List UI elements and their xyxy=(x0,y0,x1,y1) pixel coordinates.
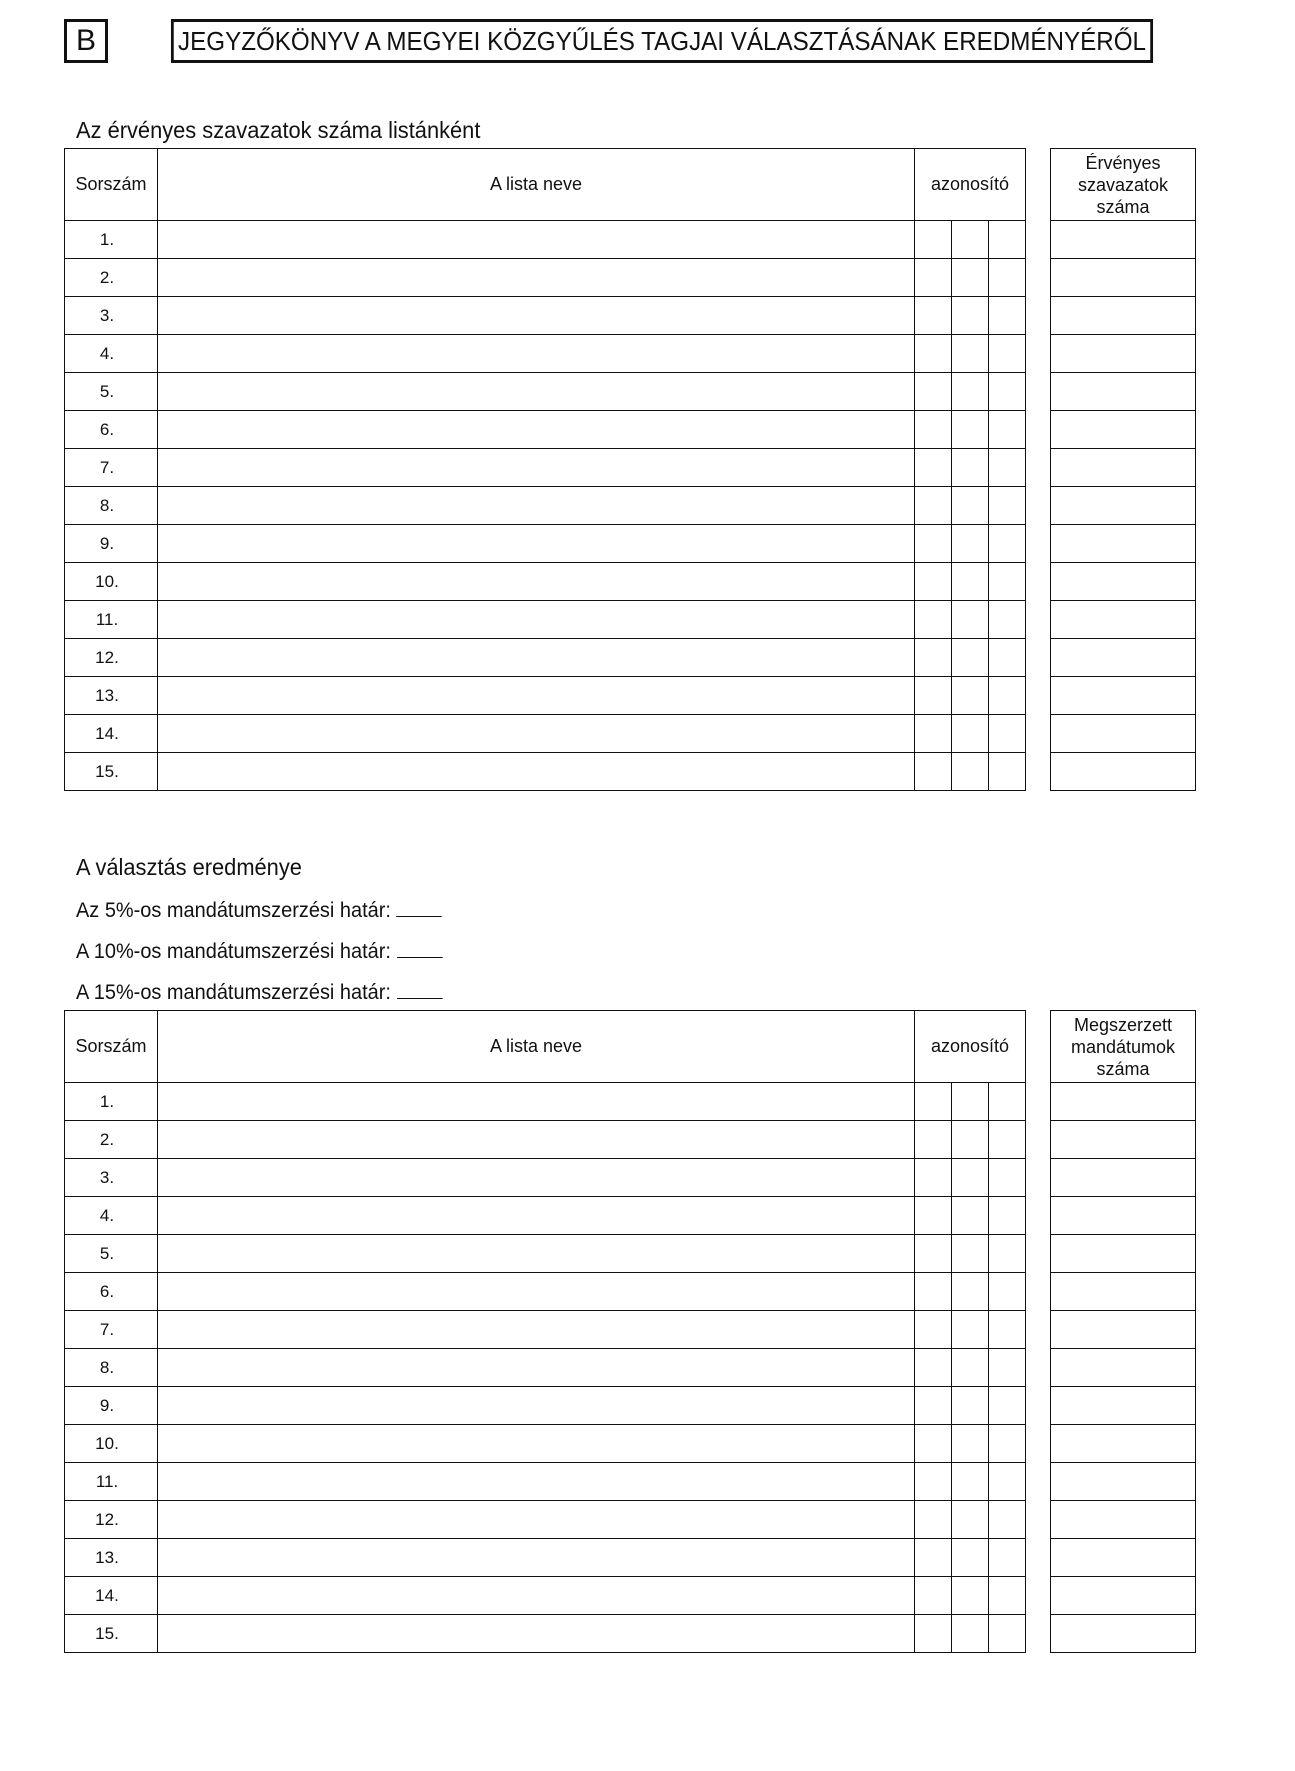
identifier-digit-cell[interactable] xyxy=(952,1159,989,1197)
table-row xyxy=(65,1425,1026,1463)
count-cell[interactable] xyxy=(1051,1121,1196,1159)
count-cell[interactable] xyxy=(1051,1615,1196,1653)
threshold-blank-field[interactable] xyxy=(397,939,443,958)
identifier-digit-cell[interactable] xyxy=(952,1273,989,1311)
row-number: 12. xyxy=(65,1501,158,1539)
form-letter-box: B xyxy=(64,19,108,63)
table-header-row xyxy=(65,1011,1026,1083)
list-name-cell[interactable] xyxy=(158,449,915,487)
row-number: 15. xyxy=(65,753,158,791)
identifier-digit-cell[interactable] xyxy=(915,449,952,487)
table-row xyxy=(65,411,1026,449)
table-row xyxy=(65,1311,1026,1349)
table-row xyxy=(1051,1615,1196,1653)
count-cell[interactable] xyxy=(1051,1463,1196,1501)
list-name-cell[interactable] xyxy=(158,1197,915,1235)
identifier-digit-cell[interactable] xyxy=(952,373,989,411)
table-row xyxy=(1051,1273,1196,1311)
identifier-digit-cell[interactable] xyxy=(952,639,989,677)
row-number: 11. xyxy=(65,601,158,639)
count-cell[interactable] xyxy=(1051,601,1196,639)
row-number: 9. xyxy=(65,1387,158,1425)
table-row xyxy=(65,1197,1026,1235)
identifier-digit-cell[interactable] xyxy=(952,1387,989,1425)
header-line: Megszerzett xyxy=(1073,1014,1173,1035)
identifier-digit-cell[interactable] xyxy=(952,1539,989,1577)
table-row xyxy=(65,335,1026,373)
threshold-label: A 15%-os mandátumszerzési határ: xyxy=(76,981,391,1004)
row-number: 1. xyxy=(65,221,158,259)
table-row xyxy=(1051,297,1196,335)
count-cell[interactable] xyxy=(1051,1083,1196,1121)
list-name-cell[interactable] xyxy=(158,411,915,449)
identifier-digit-cell[interactable] xyxy=(952,1577,989,1615)
table-row xyxy=(1051,1577,1196,1615)
identifier-digit-cell[interactable] xyxy=(989,1121,1026,1159)
identifier-digit-cell[interactable] xyxy=(952,1501,989,1539)
identifier-digit-cell[interactable] xyxy=(989,221,1026,259)
table-row xyxy=(65,373,1026,411)
count-cell[interactable] xyxy=(1051,335,1196,373)
count-cell[interactable] xyxy=(1051,449,1196,487)
table-row xyxy=(1051,1159,1196,1197)
list-name-cell[interactable] xyxy=(158,259,915,297)
count-cell[interactable] xyxy=(1051,1387,1196,1425)
identifier-digit-cell[interactable] xyxy=(989,411,1026,449)
count-cell[interactable] xyxy=(1051,297,1196,335)
identifier-digit-cell[interactable] xyxy=(989,487,1026,525)
row-number: 4. xyxy=(65,1197,158,1235)
row-number: 2. xyxy=(65,1121,158,1159)
count-cell[interactable] xyxy=(1051,1425,1196,1463)
form-title: JEGYZŐKÖNYV A MEGYEI KÖZGYŰLÉS TAGJAI VÁLASZTÁSÁNAK EREDMÉNYÉRŐL xyxy=(171,19,1153,63)
list-name-cell[interactable] xyxy=(158,639,915,677)
table-row xyxy=(1051,411,1196,449)
list-name-cell[interactable] xyxy=(158,1577,915,1615)
identifier-digit-cell[interactable] xyxy=(989,1235,1026,1273)
identifier-digit-cell[interactable] xyxy=(952,335,989,373)
header-line: száma xyxy=(1096,1058,1150,1079)
identifier-digit-cell[interactable] xyxy=(952,1197,989,1235)
identifier-digit-cell[interactable] xyxy=(915,297,952,335)
identifier-digit-cell[interactable] xyxy=(989,1197,1026,1235)
list-name-cell[interactable] xyxy=(158,1387,915,1425)
column-header-mandates xyxy=(1051,1011,1196,1083)
table-row xyxy=(1051,1463,1196,1501)
identifier-digit-cell[interactable] xyxy=(915,1197,952,1235)
table-row xyxy=(1051,1197,1196,1235)
table-row xyxy=(65,221,1026,259)
row-number: 15. xyxy=(65,1615,158,1653)
table-row xyxy=(65,601,1026,639)
table-row xyxy=(65,1159,1026,1197)
identifier-digit-cell[interactable] xyxy=(989,1349,1026,1387)
column-header-identifier: azonosító xyxy=(915,149,1026,221)
identifier-digit-cell[interactable] xyxy=(989,373,1026,411)
table-row xyxy=(1051,1083,1196,1121)
identifier-digit-cell[interactable] xyxy=(952,1121,989,1159)
identifier-digit-cell[interactable] xyxy=(915,335,952,373)
row-number: 6. xyxy=(65,1273,158,1311)
identifier-digit-cell[interactable] xyxy=(915,1159,952,1197)
identifier-digit-cell[interactable] xyxy=(989,335,1026,373)
column-header-number: Sorszám xyxy=(65,149,158,221)
table-row xyxy=(65,525,1026,563)
count-cell[interactable] xyxy=(1051,1159,1196,1197)
list-name-cell[interactable] xyxy=(158,753,915,791)
identifier-digit-cell[interactable] xyxy=(915,639,952,677)
row-number: 8. xyxy=(65,487,158,525)
table-row xyxy=(65,487,1026,525)
identifier-digit-cell[interactable] xyxy=(952,753,989,791)
table-row xyxy=(65,1577,1026,1615)
count-cell[interactable] xyxy=(1051,1273,1196,1311)
table-row xyxy=(65,1387,1026,1425)
identifier-digit-cell[interactable] xyxy=(915,1083,952,1121)
table-row xyxy=(65,715,1026,753)
valid-votes-count-table xyxy=(1050,148,1196,791)
threshold-label: Az 5%-os mandátumszerzési határ: xyxy=(76,899,391,922)
identifier-digit-cell[interactable] xyxy=(952,259,989,297)
table-row xyxy=(65,677,1026,715)
identifier-digit-cell[interactable] xyxy=(915,1463,952,1501)
list-name-cell[interactable] xyxy=(158,1121,915,1159)
table-row xyxy=(65,1121,1026,1159)
identifier-digit-cell[interactable] xyxy=(952,487,989,525)
count-cell[interactable] xyxy=(1051,1197,1196,1235)
threshold-blank-field[interactable] xyxy=(397,898,443,917)
identifier-digit-cell[interactable] xyxy=(952,1083,989,1121)
table-row xyxy=(1051,221,1196,259)
column-header-number: Sorszám xyxy=(65,1011,158,1083)
identifier-digit-cell[interactable] xyxy=(952,449,989,487)
threshold-10-percent xyxy=(76,939,442,965)
list-name-cell[interactable] xyxy=(158,525,915,563)
identifier-digit-cell[interactable] xyxy=(915,1501,952,1539)
row-number: 5. xyxy=(65,1235,158,1273)
row-number: 12. xyxy=(65,639,158,677)
header-line: szavazatok xyxy=(1077,174,1169,195)
list-name-cell[interactable] xyxy=(158,677,915,715)
identifier-digit-cell[interactable] xyxy=(915,1539,952,1577)
table-row xyxy=(1051,1311,1196,1349)
row-number: 13. xyxy=(65,1539,158,1577)
table-row xyxy=(1051,715,1196,753)
header-line: Érvényes xyxy=(1085,152,1161,173)
table-row xyxy=(1051,1121,1196,1159)
list-name-cell[interactable] xyxy=(158,1539,915,1577)
table-header-row xyxy=(65,149,1026,221)
count-cell[interactable] xyxy=(1051,221,1196,259)
identifier-digit-cell[interactable] xyxy=(915,525,952,563)
list-name-cell[interactable] xyxy=(158,563,915,601)
table-row xyxy=(65,259,1026,297)
table-row xyxy=(65,1349,1026,1387)
table-row xyxy=(1051,639,1196,677)
table-row xyxy=(65,449,1026,487)
list-name-cell[interactable] xyxy=(158,297,915,335)
identifier-digit-cell[interactable] xyxy=(989,639,1026,677)
identifier-digit-cell[interactable] xyxy=(952,715,989,753)
table-row xyxy=(1051,1387,1196,1425)
identifier-digit-cell[interactable] xyxy=(989,677,1026,715)
identifier-digit-cell[interactable] xyxy=(989,1387,1026,1425)
table-row xyxy=(65,1463,1026,1501)
list-name-cell[interactable] xyxy=(158,1463,915,1501)
column-header-identifier: azonosító xyxy=(915,1011,1026,1083)
row-number: 10. xyxy=(65,1425,158,1463)
identifier-digit-cell[interactable] xyxy=(952,221,989,259)
table-row xyxy=(1051,1501,1196,1539)
table-row xyxy=(1051,1425,1196,1463)
row-number: 7. xyxy=(65,1311,158,1349)
column-header-list-name: A lista neve xyxy=(158,149,915,221)
table-row xyxy=(1051,1349,1196,1387)
identifier-digit-cell[interactable] xyxy=(915,1387,952,1425)
identifier-digit-cell[interactable] xyxy=(915,487,952,525)
mandates-table xyxy=(64,1010,1026,1653)
list-name-cell[interactable] xyxy=(158,601,915,639)
table-row xyxy=(65,1501,1026,1539)
identifier-digit-cell[interactable] xyxy=(952,1615,989,1653)
identifier-digit-cell[interactable] xyxy=(989,525,1026,563)
identifier-digit-cell[interactable] xyxy=(989,259,1026,297)
column-header-valid-votes xyxy=(1051,149,1196,221)
row-number: 11. xyxy=(65,1463,158,1501)
identifier-digit-cell[interactable] xyxy=(952,601,989,639)
threshold-blank-field[interactable] xyxy=(397,980,443,999)
table-row xyxy=(65,1083,1026,1121)
table-row xyxy=(1051,335,1196,373)
count-cell[interactable] xyxy=(1051,373,1196,411)
identifier-digit-cell[interactable] xyxy=(952,563,989,601)
list-name-cell[interactable] xyxy=(158,715,915,753)
identifier-digit-cell[interactable] xyxy=(989,753,1026,791)
list-name-cell[interactable] xyxy=(158,1425,915,1463)
identifier-digit-cell[interactable] xyxy=(952,411,989,449)
table-row xyxy=(1051,373,1196,411)
table-row xyxy=(65,753,1026,791)
identifier-digit-cell[interactable] xyxy=(989,1311,1026,1349)
identifier-digit-cell[interactable] xyxy=(915,1425,952,1463)
count-cell[interactable] xyxy=(1051,1577,1196,1615)
mandates-count-table xyxy=(1050,1010,1196,1653)
count-cell[interactable] xyxy=(1051,411,1196,449)
identifier-digit-cell[interactable] xyxy=(952,1235,989,1273)
identifier-digit-cell[interactable] xyxy=(915,1121,952,1159)
identifier-digit-cell[interactable] xyxy=(989,1463,1026,1501)
identifier-digit-cell[interactable] xyxy=(989,449,1026,487)
row-number: 14. xyxy=(65,715,158,753)
table-row xyxy=(1051,259,1196,297)
row-number: 13. xyxy=(65,677,158,715)
threshold-label: A 10%-os mandátumszerzési határ: xyxy=(76,940,391,963)
table-row xyxy=(65,1539,1026,1577)
identifier-digit-cell[interactable] xyxy=(915,1235,952,1273)
count-cell[interactable] xyxy=(1051,677,1196,715)
identifier-digit-cell[interactable] xyxy=(915,1615,952,1653)
list-name-cell[interactable] xyxy=(158,1501,915,1539)
list-name-cell[interactable] xyxy=(158,1615,915,1653)
row-number: 14. xyxy=(65,1577,158,1615)
table-row xyxy=(1051,563,1196,601)
count-cell[interactable] xyxy=(1051,1501,1196,1539)
identifier-digit-cell[interactable] xyxy=(989,1425,1026,1463)
identifier-digit-cell[interactable] xyxy=(915,221,952,259)
row-number: 10. xyxy=(65,563,158,601)
identifier-digit-cell[interactable] xyxy=(989,297,1026,335)
identifier-digit-cell[interactable] xyxy=(915,411,952,449)
identifier-digit-cell[interactable] xyxy=(989,1273,1026,1311)
list-name-cell[interactable] xyxy=(158,1349,915,1387)
identifier-digit-cell[interactable] xyxy=(952,297,989,335)
row-number: 2. xyxy=(65,259,158,297)
table-row xyxy=(1051,601,1196,639)
table-row xyxy=(65,563,1026,601)
list-name-cell[interactable] xyxy=(158,1083,915,1121)
row-number: 7. xyxy=(65,449,158,487)
row-number: 6. xyxy=(65,411,158,449)
identifier-digit-cell[interactable] xyxy=(952,1463,989,1501)
count-cell[interactable] xyxy=(1051,259,1196,297)
row-number: 5. xyxy=(65,373,158,411)
list-name-cell[interactable] xyxy=(158,1159,915,1197)
identifier-digit-cell[interactable] xyxy=(989,563,1026,601)
identifier-digit-cell[interactable] xyxy=(989,601,1026,639)
count-cell[interactable] xyxy=(1051,639,1196,677)
header-line: mandátumok xyxy=(1070,1036,1176,1057)
identifier-digit-cell[interactable] xyxy=(952,1349,989,1387)
row-number: 4. xyxy=(65,335,158,373)
row-number: 8. xyxy=(65,1349,158,1387)
table-row xyxy=(1051,449,1196,487)
list-name-cell[interactable] xyxy=(158,487,915,525)
list-name-cell[interactable] xyxy=(158,1235,915,1273)
list-name-cell[interactable] xyxy=(158,373,915,411)
table-header-row xyxy=(1051,1011,1196,1083)
count-cell[interactable] xyxy=(1051,1235,1196,1273)
count-cell[interactable] xyxy=(1051,1311,1196,1349)
identifier-digit-cell[interactable] xyxy=(915,259,952,297)
identifier-digit-cell[interactable] xyxy=(915,563,952,601)
list-name-cell[interactable] xyxy=(158,221,915,259)
count-cell[interactable] xyxy=(1051,753,1196,791)
identifier-digit-cell[interactable] xyxy=(952,525,989,563)
identifier-digit-cell[interactable] xyxy=(989,1577,1026,1615)
identifier-digit-cell[interactable] xyxy=(915,1311,952,1349)
threshold-5-percent xyxy=(76,898,442,924)
count-cell[interactable] xyxy=(1051,1539,1196,1577)
count-cell[interactable] xyxy=(1051,715,1196,753)
valid-votes-table xyxy=(64,148,1026,791)
identifier-digit-cell[interactable] xyxy=(989,1501,1026,1539)
identifier-digit-cell[interactable] xyxy=(915,753,952,791)
section2-heading: A választás eredménye xyxy=(76,854,302,880)
identifier-digit-cell[interactable] xyxy=(915,1349,952,1387)
count-cell[interactable] xyxy=(1051,563,1196,601)
identifier-digit-cell[interactable] xyxy=(952,1425,989,1463)
list-name-cell[interactable] xyxy=(158,1273,915,1311)
count-cell[interactable] xyxy=(1051,525,1196,563)
identifier-digit-cell[interactable] xyxy=(915,601,952,639)
row-number: 9. xyxy=(65,525,158,563)
row-number: 1. xyxy=(65,1083,158,1121)
threshold-15-percent xyxy=(76,980,442,1006)
identifier-digit-cell[interactable] xyxy=(989,1083,1026,1121)
table-row xyxy=(65,1235,1026,1273)
row-number: 3. xyxy=(65,1159,158,1197)
table-row xyxy=(65,1273,1026,1311)
identifier-digit-cell[interactable] xyxy=(989,1159,1026,1197)
table-header-row xyxy=(1051,149,1196,221)
identifier-digit-cell[interactable] xyxy=(989,1615,1026,1653)
count-cell[interactable] xyxy=(1051,1349,1196,1387)
identifier-digit-cell[interactable] xyxy=(915,373,952,411)
header-line: száma xyxy=(1096,196,1150,217)
identifier-digit-cell[interactable] xyxy=(915,1577,952,1615)
section1-heading: Az érvényes szavazatok száma listánként xyxy=(76,117,481,143)
identifier-digit-cell[interactable] xyxy=(989,715,1026,753)
identifier-digit-cell[interactable] xyxy=(952,677,989,715)
identifier-digit-cell[interactable] xyxy=(915,715,952,753)
table-row xyxy=(1051,487,1196,525)
column-header-list-name: A lista neve xyxy=(158,1011,915,1083)
table-row xyxy=(1051,753,1196,791)
identifier-digit-cell[interactable] xyxy=(989,1539,1026,1577)
identifier-digit-cell[interactable] xyxy=(915,1273,952,1311)
table-row xyxy=(1051,525,1196,563)
count-cell[interactable] xyxy=(1051,487,1196,525)
table-row xyxy=(1051,1235,1196,1273)
table-row xyxy=(65,297,1026,335)
row-number: 3. xyxy=(65,297,158,335)
table-row xyxy=(65,639,1026,677)
table-row xyxy=(1051,1539,1196,1577)
list-name-cell[interactable] xyxy=(158,335,915,373)
identifier-digit-cell[interactable] xyxy=(952,1311,989,1349)
table-row xyxy=(1051,677,1196,715)
list-name-cell[interactable] xyxy=(158,1311,915,1349)
table-row xyxy=(65,1615,1026,1653)
identifier-digit-cell[interactable] xyxy=(915,677,952,715)
